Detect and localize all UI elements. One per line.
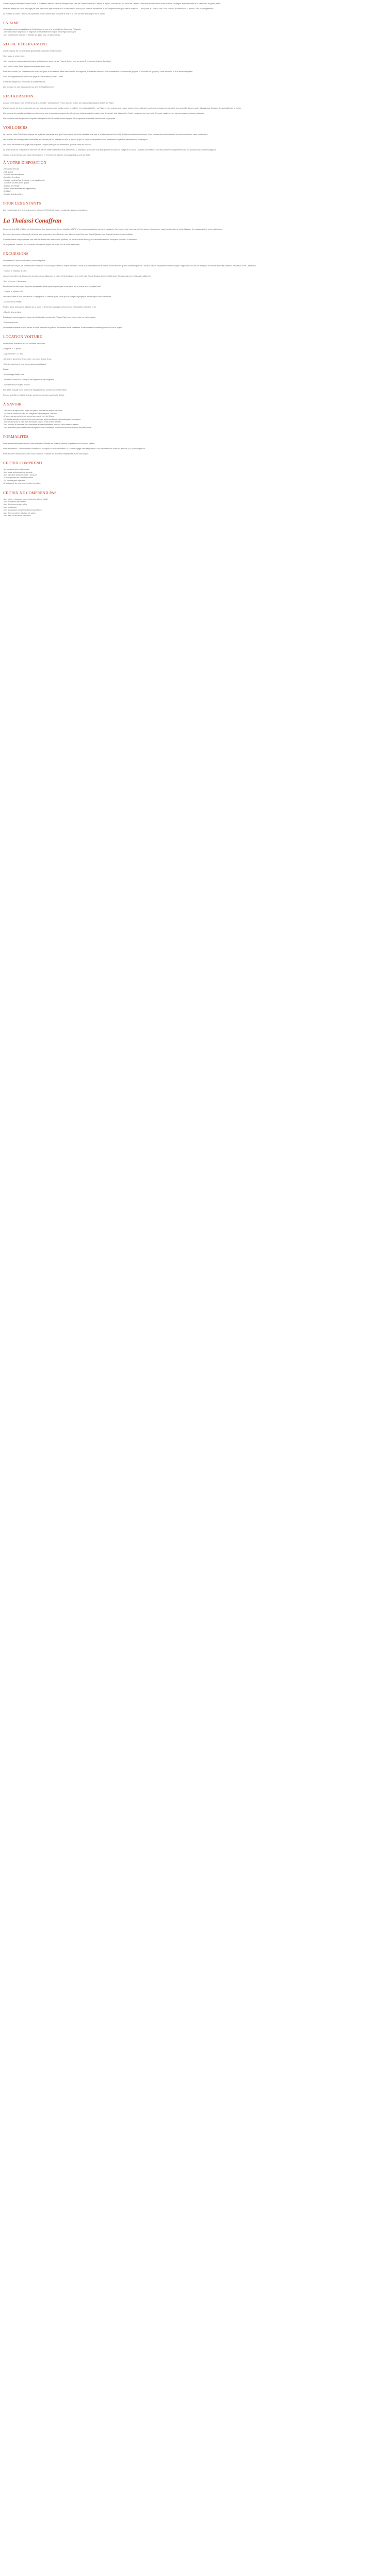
section-paragraph: Les animaux ne sont pas acceptés au sein de l'établissement.	[3, 86, 54, 89]
bullet-item: - La formule petit-déjeuner	[3, 479, 25, 482]
bullet-list	[3, 410, 382, 429]
section-paragraph: Une nouvelle carte est proposée régulièrement par le chef de cuisine et ses équipes. Un programme d'activités variées vous est proposé.	[3, 117, 116, 120]
section-paragraph: Randonnée accompagnée à travers les forêts et les sentiers du Périgord Noir, avec pique-nique en pleine nature.	[3, 316, 96, 319]
bullet-item: - L'assistance de notre représentant sur place	[3, 482, 41, 485]
section-paragraph: L'hôtel dispose de 101 chambres spacieuses, modernes et lumineuses.	[3, 50, 62, 53]
section-paragraph: Le Spa Canoë est un espace de bien-être de 400 m² entièrement dédié à la détente et à la relaxation, proposant une large gamme de soins du visage et du corps. Les soins sont réalisés par des praticiennes diplômées avec des produits naturels et biologiques.	[3, 149, 217, 151]
section-paragraph: Les enfants âgés de 4 à 12 ans peuvent rejoindre le Mini Club (ouvert pendant les vacances scolaires).	[3, 209, 88, 212]
section-paragraph: Pour les mineurs : carte nationale d'identité ou passeport au nom de l'enfant. Si l'enfant voyage sans ses parents, une autorisation de sortie du territoire (AST) est obligatoire.	[3, 448, 145, 450]
section-paragraph: Pensez à vérifier la validité de votre permis de conduire avant votre départ.	[3, 394, 65, 397]
service-item: - Location de voiture	[3, 176, 20, 179]
section-ambiance	[3, 20, 382, 37]
section-paragraph: Vous avez également un service de plage et une terrasse privée à l'hôtel.	[3, 76, 63, 78]
bullet-item: - Les assurances complémentaires facultatives	[3, 509, 42, 512]
service-item: - Prises internationales (en supplément)	[3, 188, 36, 190]
bullet-item: - Les horaires d'ouverture des restaurants et des installations peuvent varier selon la saison.	[3, 423, 79, 426]
section-paragraph: Pour les ressortissants français : carte nationale d'identité en cours de validité ou passeport en cours de validité.	[3, 443, 95, 445]
bullet-item: - Certaines activités et excursions sont soumises à des conditions météorologiques favorables.	[3, 418, 81, 420]
section-paragraph: Un centre de 2.200 m² intégré à l'hôtel dispose d'un bassin d'eau de mer chauffée à 32°C, d'un parcours aquatique avec jets massants, d'un jacuzzi, d'un hammam et d'un sauna. Vous pourrez également profiter de soins thalasso, de massages et de soins esthétiques.	[3, 228, 223, 231]
section-activites	[3, 125, 382, 196]
bullet-item: - Les transferts aéroport / hôtel / aéroport	[3, 473, 37, 476]
section-paragraph: Informations indicatives sur les locations de voiture.	[3, 343, 46, 345]
section-paragraph: - Détenteur du permis de conduire : au moins depuis 2 ans	[3, 358, 52, 361]
section-paragraph: Les activités en montagne et la randonnée, en passant par les balades en vélo, le tennis, le golf, le kayak ou l'équitation, vous permettront de profiter pleinement de votre séjour.	[3, 139, 148, 141]
section-paragraph: - Âge minimum : 21 ans	[3, 353, 23, 355]
section-title: À SAVOIR	[3, 402, 22, 407]
bullet-item: - Les animations proposées sont susceptibles d'être modifiées ou annulées selon le nombre de participants.	[3, 426, 92, 429]
section-title: La Thalassi Conaffran	[3, 217, 62, 225]
section-paragraph: Des cours de fitness et de yoga sont proposés chaque matin par nos animateurs, pour un réveil en douceur.	[3, 144, 92, 146]
section-paragraph: Profitez d'une découverte originale de la faune et de la flore aquatiques à bord d'une embarcation à fond de verre.	[3, 306, 97, 309]
intro-paragraph: Hôtel est adapté de Place de Nagle par une marche en petit à bords de 400 hectares du bonus pour une vue de terrasse la fois comprenant les plus beaux châteaux - Les Eyzies, 400 km du site 100% Hôtel ici à l'intérieur de la piscine : une vraie expérience.	[3, 8, 214, 10]
bullet-item: - Les pourboires	[3, 506, 17, 509]
section-title: LOCATION VOITURE	[3, 334, 42, 340]
bullet-item: - Les repas et boissons non mentionnés dans le forfait	[3, 498, 48, 500]
service-list	[3, 168, 382, 196]
section-paragraph: Vous aurez le choix entre :	[3, 55, 25, 58]
section-paragraph: Des cures de remise en forme (3 à 6 jours) sont proposées : cure Détente, cure Minceur, cure Dos, cure Jeune Maman, cure Spécial Homme et cure Anti-Âge.	[3, 233, 134, 236]
section-paragraph: - Cabane sous-marine :	[3, 301, 23, 303]
section-paragraph: - Pas de supplément pour un conducteur additionnel.	[3, 363, 47, 366]
section-formalites	[3, 434, 382, 455]
section-paragraph: Découvrez l'artisanat local à travers la visite d'ateliers de poterie, de vannerie et de coutellerie, et rencontrez les artisans passionnés de la région.	[3, 327, 123, 329]
bullet-item: - L'hébergement en chambre double	[3, 477, 33, 479]
section-hebergement	[3, 41, 382, 89]
service-item: - Parking	[3, 190, 11, 193]
service-item: - Location de vélos et de quads	[3, 182, 29, 184]
bullet-item: - Une caution pourra vous être demandée lors de votre arrivée à l'hôtel.	[3, 420, 62, 423]
service-item: - Réception 24h/24	[3, 168, 19, 171]
section-paragraph: Une découverte du site de Lascaux IV, réplique de la célèbre grotte, ainsi que du village troglodytique de la Roque Saint-Christophe.	[3, 296, 112, 298]
section-title: EXCURSIONS	[3, 251, 29, 257]
intro-paragraph: L'hôtel Lapeyre Hôtel est Comfort Room 3. Profitez en effet au cœur de Périgueux en salle de Grands Caméras. Célèbre la région, une base sur les bords de Lapeyre Hôtel avec balades et les vues de toute Dordogne, avec restaurant à la carte avec de grand jardin.	[3, 3, 221, 5]
section-paragraph: Tout au long de l'année, des séjours thématiques et événements culturels sont organisés au sein de l'hôtel.	[3, 154, 91, 157]
section-paragraph: - Les pêcheurs « Nouveaux » :	[3, 280, 28, 283]
section-title: CE PRIX COMPREND	[3, 461, 42, 466]
bullet-item: - Le transport aérien aller-retour	[3, 468, 29, 471]
service-item: - Bureau de change	[3, 184, 20, 187]
section-title: POUR LES ENFANTS	[3, 201, 41, 206]
bullet-list	[3, 28, 382, 37]
section-asavoir	[3, 401, 382, 429]
bullet-item: - L'accès au spa est réservé aux personnes de plus de 16 ans.	[3, 415, 55, 418]
section-paragraph: - Retrait du véhicule à l'aéroport de Bergerac ou de Périgueux.	[3, 379, 55, 381]
bullet-item: - Une décoration magnifique et originale de l'établissement inspiré de la région Dordogne	[3, 31, 76, 33]
bullet-item: - Les taxes aériennes et de sécurité	[3, 471, 32, 473]
section-title: EN AIME	[3, 21, 20, 25]
bullet-item: - Les nombreuses piscines et activités sur place pour un séjour réussi	[3, 33, 60, 36]
section-paragraph: Le Lapeyre Hôtel Club Canoë dispose de la piscine extérieure ainsi que d'une piscine intérieure chauffée, d'un spa, d'un hammam et d'une salle de fitness entièrement équipée. Vous pourrez ainsi vous détendre en toute sérénité au cœur de la nature.	[3, 133, 208, 136]
section-title: VOTRE HÉBERGEMENT	[3, 42, 48, 47]
section-title: CE PRIX NE COMPREND PAS	[3, 490, 57, 495]
intro-paragraph: La Plateau de Grand Camera, Un splendide fleuve, centre dans ce quelle le mail et la Tour de Hôtel et transport est à 18 km.	[3, 13, 105, 15]
bullet-item: - Une taxe de séjour est à régler sur place, directement auprès de l'hôtel.	[3, 410, 63, 412]
section-paragraph: L'hôtel dispose de deux restaurants où vous pourrez savourer une cuisine variée et raffinée. Le restaurant buffet « La Plaza » vous propose une cuisine locale et internationale, tandis que le restaurant à la carte vous accueille dans un cadre élégant pour déguster des spécialités de la région.	[3, 107, 242, 110]
section-paragraph: Lors de votre séjour, vous bénéficierez de la formule « petit-déjeuner » servi tous les matins au restaurant principal du buffet "La Plaza".	[3, 102, 115, 105]
document	[0, 0, 385, 517]
section-paragraph: - Les chambres (cat.prix) avec la piscine ou la chambre avec vue sur l'eau de la mer pour un séjour 3 personnes (jusqu'à 3 adultes)	[3, 60, 111, 63]
section-subtitle: À VOTRE DISPOSITION	[3, 160, 47, 165]
section-title: RESTAURATION	[3, 94, 34, 99]
section-paragraph: Découvrez les techniques de pêche ancestrales de la région et participez à une sortie sur la rivière avec un guide local.	[3, 285, 101, 288]
service-item: - Service médical (sur demande et en supplément)	[3, 179, 45, 181]
section-paragraph: Une gamme de produits spécifiques est disponible pour les personnes ayant des allergies ou intolérances alimentaires (sur demande). Une fois arrivé à l'hôtel, nous pourrons vous faire découvrir également les saveurs gastronomiques régionales.	[3, 112, 205, 115]
section-paragraph: Découvrez le Grand Camera et le Grand Périgueux !	[3, 260, 46, 262]
section-paragraph: Journée complète à la découverte des plus beaux villages de la vallée de la Dordogne, avec arrêt à La Roque-Gageac, Domme et Beynac. Déjeuner dans un restaurant traditionnel.	[3, 275, 152, 278]
bullet-item: - Les dépenses liées à la taxe de séjour	[3, 512, 36, 514]
section-paragraph: Le programme Thalasso est à réserver directement auprès de l'hôtel lors de votre réservation.	[3, 244, 80, 246]
section-paragraph: - Tour de la Thalasse 4 1/2 h :	[3, 270, 28, 273]
section-comprend	[3, 460, 382, 485]
intro-section	[3, 2, 382, 15]
service-item: - Service de blanchisserie	[3, 174, 25, 176]
section-lieu	[3, 216, 382, 246]
service-item: - Wifi gratuit	[3, 171, 13, 173]
bullet-item: - Le port du bonnet de bain est obligatoire dans l'espace Thalasso.	[3, 412, 58, 415]
section-title: FORMALITÉS	[3, 434, 29, 439]
section-enfants	[3, 200, 382, 212]
section-paragraph: - Patrimoine local :	[3, 321, 19, 324]
section-paragraph: Pendant votre séjour, de nombreuses excursions vous sont proposées au départ de l'hôtel : visite de la cité médiévale de Sarlat, découverte des grottes préhistoriques de Lascaux, balade en gabarre sur la Dordogne, dégustation de vins de Bergerac ou encore visite des châteaux de Beynac et de Castelnaud.	[3, 265, 257, 267]
bullet-item: - Les dépenses personnelles	[3, 503, 27, 506]
bullet-item: - Les frais de visa et de formalités	[3, 515, 31, 517]
bullet-item: - Un environnement magnifique de l'hôtel face à la mer et la proximité des Dunes de Périgueux	[3, 28, 81, 30]
section-restauration	[3, 93, 382, 120]
section-necomprend	[3, 490, 382, 518]
section-paragraph: Pour votre confort, les chambres sont toutes équipées d'une salle de bains avec douche ou baignoire, d'un sèche-cheveux, de la climatisation, d'un mini-bar (payant), d'un coffre-fort (payant), d'une télévision et d'un accès wifi gratuit.	[3, 71, 193, 73]
section-paragraph: L'établissement comprend aussi une salle de fitness avec des coachs diplômés, un espace cardio-training et musculation ainsi qu'un espace réservé à la relaxation.	[3, 239, 138, 241]
section-paragraph: - Les suites 'Junior Suite' (4 personnes) avec accès privé.	[3, 65, 51, 68]
section-paragraph: - Assurance tous risques incluse.	[3, 384, 30, 386]
section-paragraph: Catégorie A - 5 places	[3, 348, 22, 350]
section-paragraph: - Marche des sentiers :	[3, 311, 22, 314]
section-localisation	[3, 334, 382, 397]
section-title: VOS LOISIRS	[3, 125, 28, 130]
section-paragraph: Notez :	[3, 368, 9, 371]
section-paragraph: Pour les autres nationalités, nous vous invitons à consulter les autorités compétentes avant votre départ.	[3, 453, 89, 455]
section-paragraph: - Tour de la Vézère 1/2 h :	[3, 291, 25, 293]
section-excursions	[3, 251, 382, 329]
service-item: - Service de baby-sitting	[3, 193, 23, 195]
bullet-list	[3, 468, 382, 485]
section-paragraph: L'hôtel est adapté aux personnes à mobilité réduite.	[3, 81, 46, 83]
bullet-item: - Les excursions facultatives	[3, 500, 27, 503]
section-paragraph: - Kilométrage illimité : oui	[3, 374, 24, 376]
bullet-list	[3, 498, 382, 518]
section-paragraph: Prix à titre indicatif, sous réserve de disponibilité au moment de la réservation.	[3, 389, 68, 392]
